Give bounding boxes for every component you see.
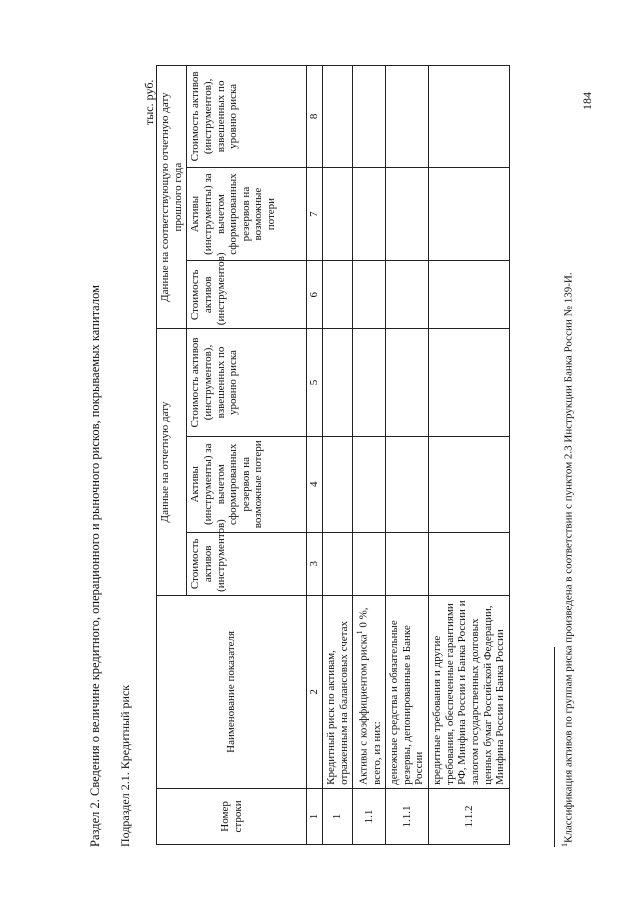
header-current-date: Данные на отчетную дату [157, 329, 187, 596]
header-cost-previous: Стоимость активов (инструментов) [187, 261, 307, 329]
footnote-divider [554, 647, 555, 847]
footnote-mark: 1 [355, 630, 365, 635]
unit-label: тыс. руб. [142, 79, 156, 125]
row-number: 1.1.2 [429, 788, 510, 844]
page-number: 184 [580, 92, 594, 110]
table-row [429, 66, 510, 845]
row-number: 1.1.1 [386, 788, 429, 844]
table-row [322, 66, 352, 845]
header-net-previous: Активы (инструменты) за вычетом сформированных резервов на возможные потери [187, 167, 307, 261]
row-name: денежные средства и обязательные резервы, депонированные в Банке России [386, 595, 429, 788]
col-number: 5 [307, 329, 323, 437]
subsection-title: Подраздел 2.1. Кредитный риск [118, 684, 132, 847]
col-number: 4 [307, 436, 323, 532]
header-previous-year: Данные на соответствующую отчетную дату прошлого года [157, 66, 187, 329]
header-net-current: Активы (инструменты) за вычетом сформированных резервов на возможные потери [187, 436, 307, 532]
table-row [386, 66, 429, 845]
col-number: 7 [307, 167, 323, 261]
column-number-row [307, 66, 323, 845]
col-number: 8 [307, 66, 323, 168]
header-cost-current: Стоимость активов (инструментов) [187, 532, 307, 595]
header-weighted-previous: Стоимость активов (инструментов), взвешенных по уровню риска [187, 66, 307, 168]
credit-risk-table [156, 65, 510, 845]
row-number: 1 [322, 788, 352, 844]
row-name: Кредитный риск по активам, отраженным на балансовых счетах [322, 595, 352, 788]
col-number: 2 [307, 595, 323, 788]
header-row-number: Номер строки [157, 788, 307, 844]
footnote-mark: 1 [560, 843, 569, 847]
section-title: Раздел 2. Сведения о величине кредитного, операционного и рыночного рисков, покрываемых капиталом [88, 285, 102, 847]
footnote: $^1$Классификация активов по группам риска произведена в соответствии с пунктом 2.3 Инструкции Банка России № 139-И. [560, 272, 575, 847]
table-row [353, 66, 386, 845]
row-number: 1.1 [353, 788, 386, 844]
col-number: 3 [307, 532, 323, 595]
col-number: 1 [307, 788, 323, 844]
header-indicator-name: Наименование показателя [157, 595, 307, 788]
row-name: кредитные требования и другие требования, обеспеченные гарантиями РФ, Минфина России и Банка России и залогом государственных долговых ценных бумаг Российской Федерации, Минфина России и Банка России [429, 595, 510, 788]
header-weighted-current: Стоимость активов (инструментов), взвешенных по уровню риска [187, 329, 307, 437]
col-number: 6 [307, 261, 323, 329]
row-name: Активы с коэффициентом риска$^1$ 0 %, всего, из них: [353, 595, 386, 788]
